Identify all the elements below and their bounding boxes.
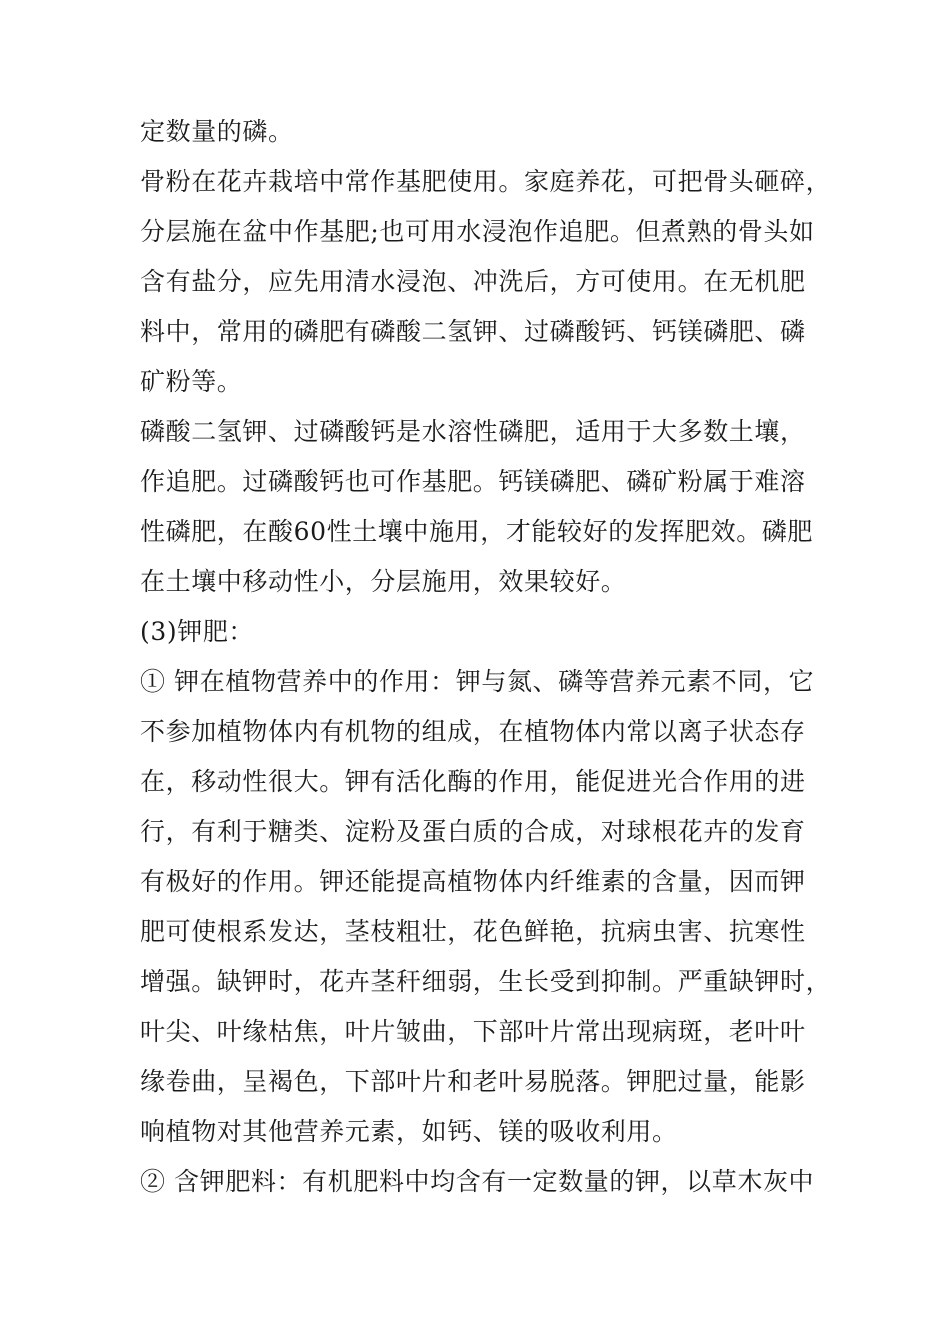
text-line: 骨粉在花卉栽培中常作基肥使用。家庭养花，可把骨头砸碎， [140,167,832,196]
text-line: 磷酸二氢钾、过磷酸钙是水溶性磷肥，适用于大多数土壤， [140,417,806,446]
body-text [140,107,830,1207]
text-line: 叶尖、叶缘枯焦，叶片皱曲，下部叶片常出现病斑，老叶叶 [140,1017,806,1046]
section-heading: (3)钾肥： [140,617,255,646]
text-line: 不参加植物体内有机物的组成，在植物体内常以离子状态存 [140,717,806,746]
text-line: 有极好的作用。钾还能提高植物体内纤维素的含量，因而钾 [140,867,806,896]
text-line: 定数量的磷。 [140,117,294,146]
text-line: 在，移动性很大。钾有活化酶的作用，能促进光合作用的进 [140,767,806,796]
text-line: 含有盐分，应先用清水浸泡、冲洗后，方可使用。在无机肥 [140,267,806,296]
text-line: ① 钾在植物营养中的作用：钾与氮、磷等营养元素不同，它 [140,667,815,696]
text-line: ② 含钾肥料：有机肥料中均含有一定数量的钾，以草木灰中 [140,1167,815,1196]
text-line: 肥可使根系发达，茎枝粗壮，花色鲜艳，抗病虫害、抗寒性 [140,917,806,946]
text-line: 行，有利于糖类、淀粉及蛋白质的合成，对球根花卉的发育 [140,817,806,846]
text-line: 缘卷曲，呈褐色，下部叶片和老叶易脱落。钾肥过量，能影 [140,1067,806,1096]
text-line: 作追肥。过磷酸钙也可作基肥。钙镁磷肥、磷矿粉属于难溶 [140,467,806,496]
text-line: 性磷肥，在酸60性土壤中施用，才能较好的发挥肥效。磷肥 [140,517,814,546]
text-line: 增强。缺钾时，花卉茎秆细弱，生长受到抑制。严重缺钾时， [140,967,832,996]
text-line: 在土壤中移动性小，分层施用，效果较好。 [140,567,627,596]
text-line: 响植物对其他营养元素，如钙、镁的吸收利用。 [140,1117,678,1146]
text-line: 料中，常用的磷肥有磷酸二氢钾、过磷酸钙、钙镁磷肥、磷 [140,317,806,346]
text-line: 矿粉等。 [140,367,243,396]
text-line: 分层施在盆中作基肥;也可用水浸泡作追肥。但煮熟的骨头如 [140,217,815,246]
